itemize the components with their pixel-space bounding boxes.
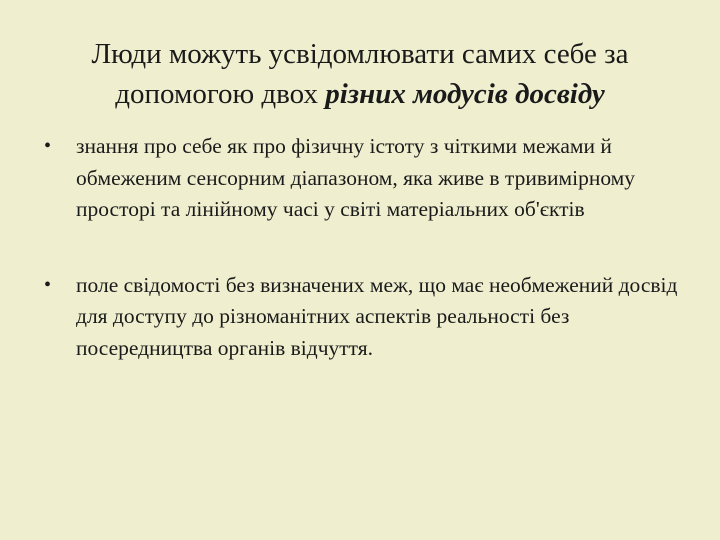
bullet-item-1 xyxy=(0,131,720,226)
title-line-2-prefix: допомогою двох xyxy=(115,78,326,110)
bullet-text-1: знання про себе як про фізичну істоту з чіткими межами й обмеженим сенсорним діапазоном, яка живе в тривимірному просторі та лінійному часі у світі матеріальних об'єктів xyxy=(76,134,636,221)
bullet-text-2: поле свідомості без визначених меж, що має необмежений досвід для доступу до різноманітних аспектів реальності без посередництва органів відчуття. xyxy=(76,272,678,360)
bullet-list xyxy=(0,131,720,364)
title-line-1: Люди можуть усвідомлювати самих себе за xyxy=(91,38,629,70)
bullet-item-2 xyxy=(0,270,720,365)
slide-title xyxy=(40,34,680,114)
bullet-marker: • xyxy=(44,135,52,157)
bullet-marker: • xyxy=(44,273,52,296)
title-emphasis: різних модусів досвіду xyxy=(325,78,605,110)
